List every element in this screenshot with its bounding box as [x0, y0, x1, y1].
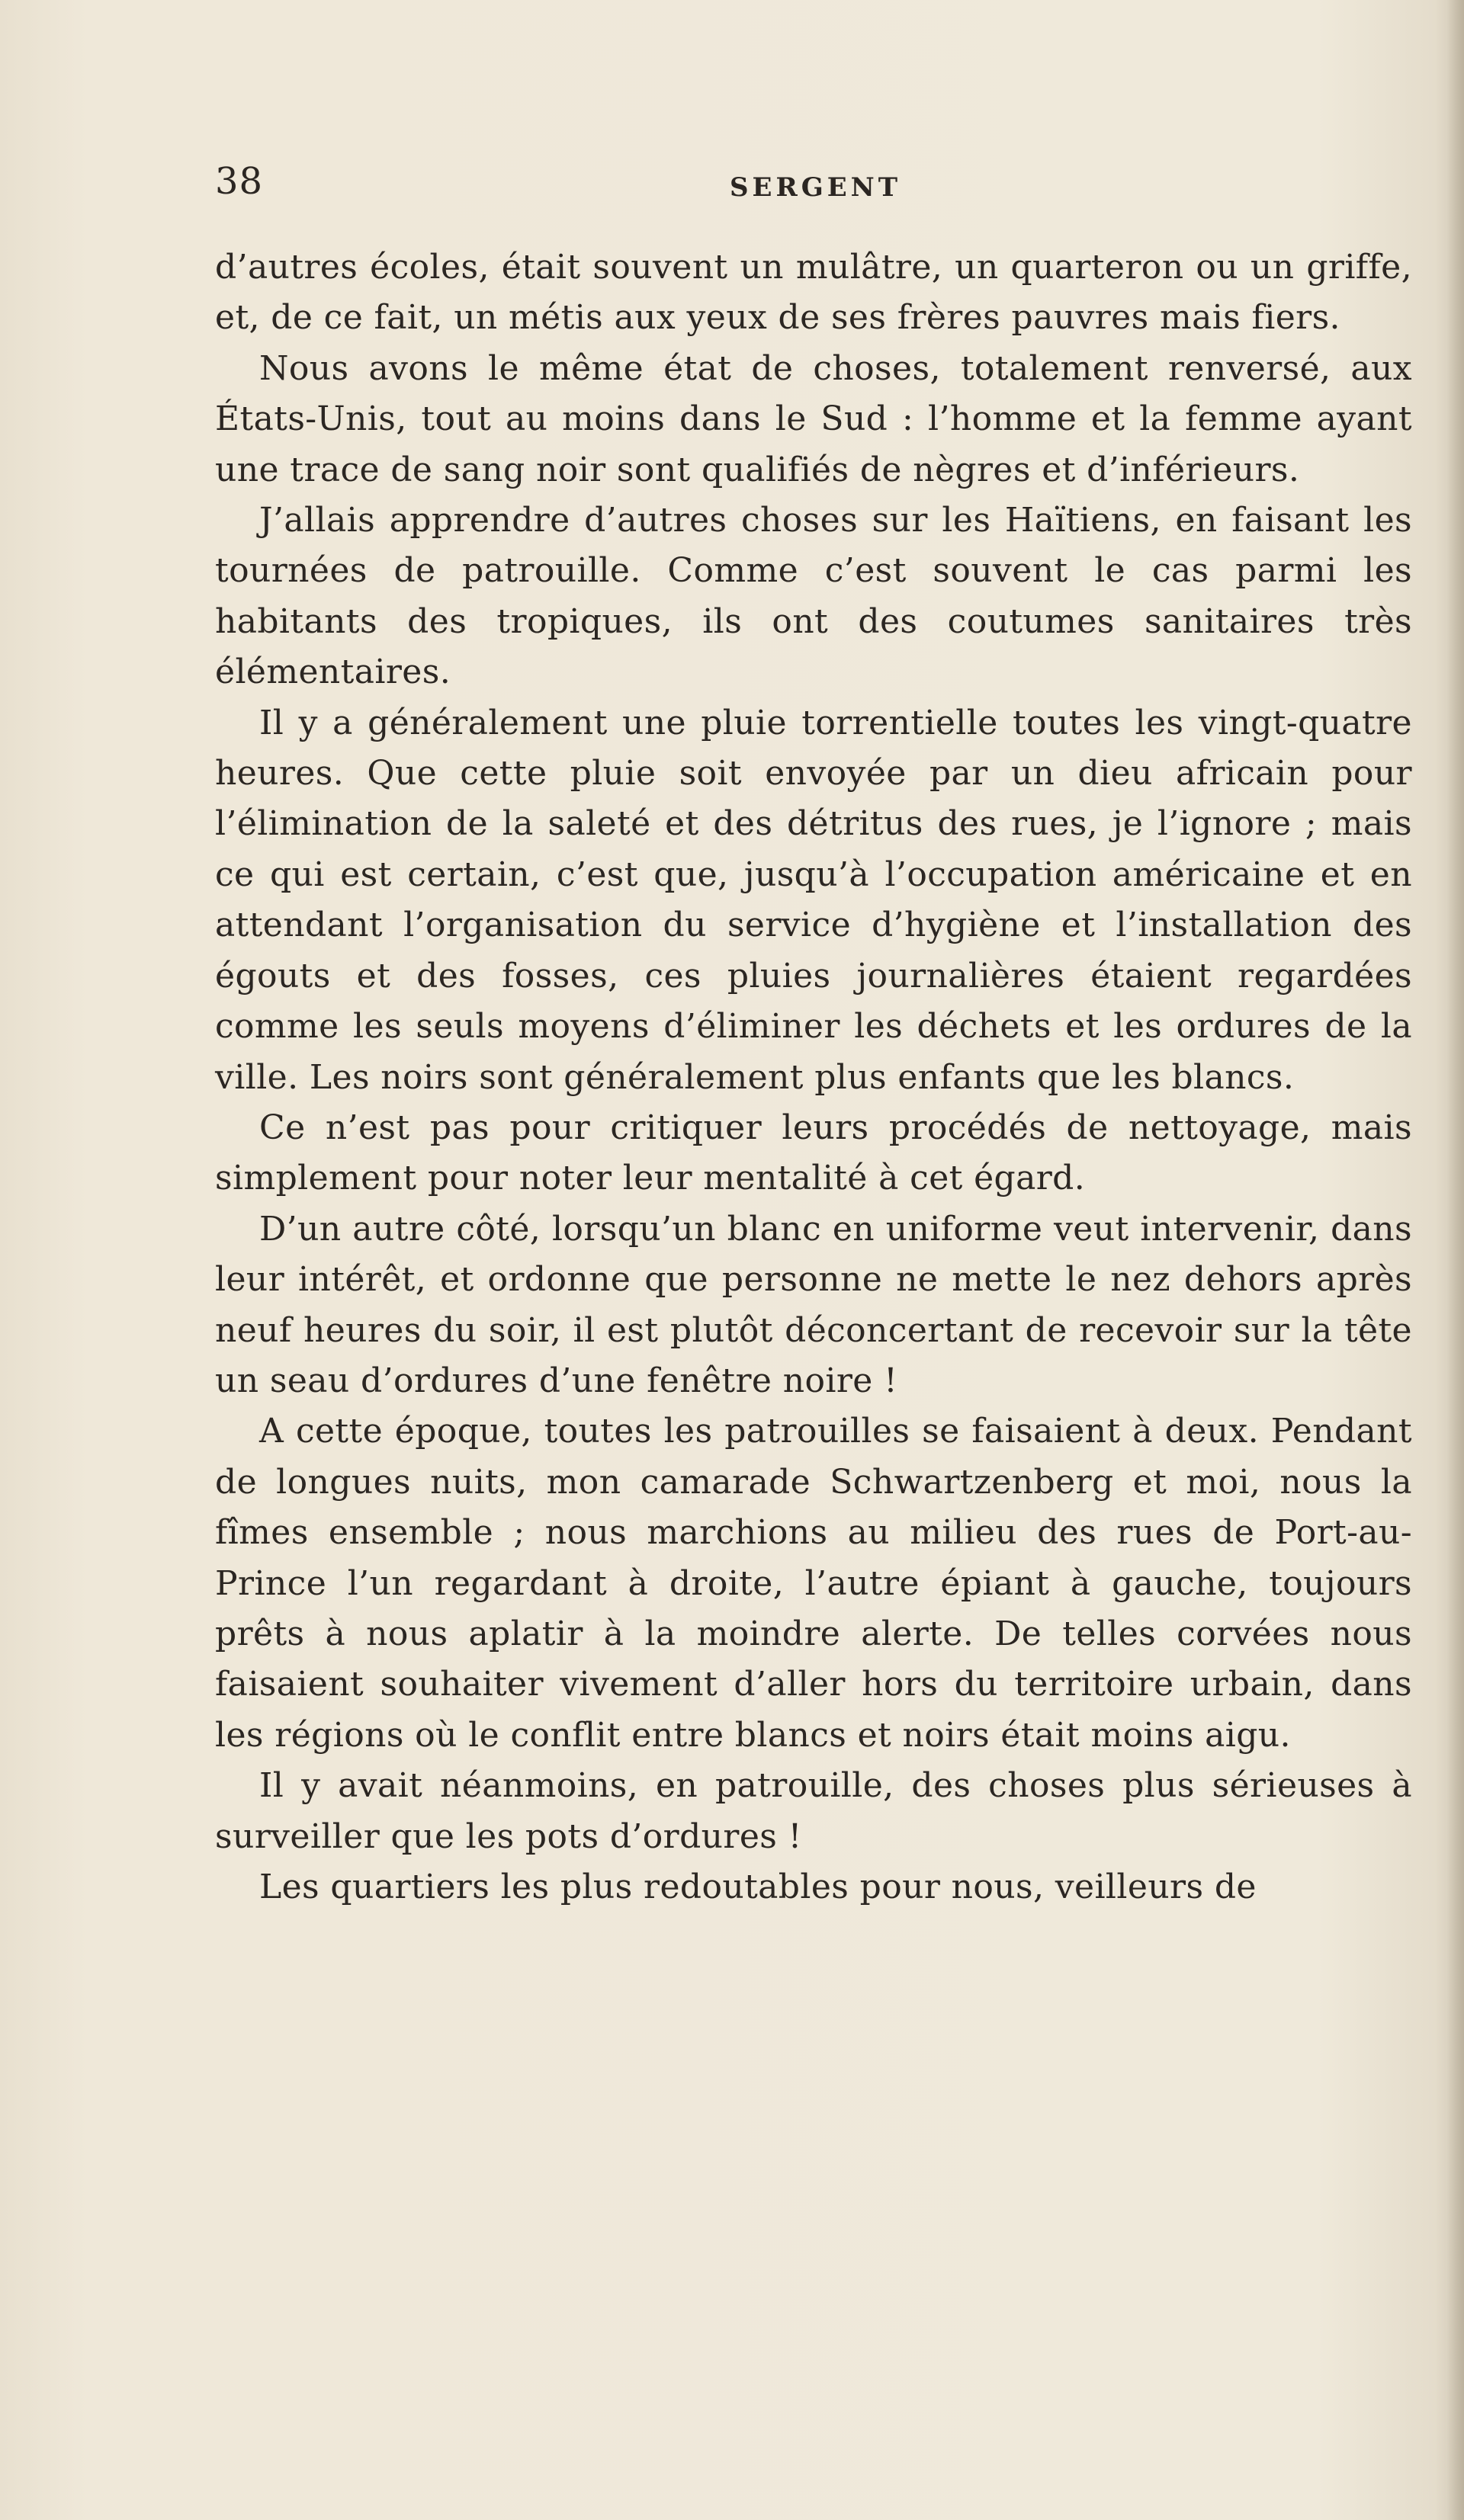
paragraph-7: A cette époque, toutes les patrouilles se faisaient à deux. Pendant de longues nuits, mon camarade Schwartzenberg et moi, nous la fîmes ensemble ; nous marchions au milieu des rues de Port-au-Prince l’un regardant à droite, l’autre épiant à gauche, toujours prêts à nous aplatir à la moindre alerte. De telles corvées nous faisaient souhaiter vivement d’aller hors du territoire urbain, dans les régions où le conflit entre blancs et noirs était moins aigu. — [215, 1412, 1412, 1755]
page-header — [215, 159, 1412, 212]
running-head: SERGENT — [730, 172, 902, 203]
paragraph-1: d’autres écoles, était souvent un mulâtre, un quarteron ou un griffe, et, de ce fait, un métis aux yeux de ses frères pauvres mais fiers. — [215, 248, 1412, 338]
page-number: 38 — [215, 160, 264, 203]
page-edge-shadow — [1447, 0, 1464, 2520]
paragraph-4: Il y a généralement une pluie torrentielle toutes les vingt-quatre heures. Que cette pluie soit envoyée par un dieu africain pour l’élimination de la saleté et des détritus des rues, je l’ignore ; mais ce qui est certain, c’est que, jusqu’à l’occupation américaine et en attendant l’organisation du service d’hygiène et l’installation des égouts et des fosses, ces pluies journalières étaient regardées comme les seuls moyens d’éliminer les déchets et les ordures de la ville. Les noirs sont généralement plus enfants que les blancs. — [215, 703, 1412, 1097]
paragraph-3: J’allais apprendre d’autres choses sur les Haïtiens, en faisant les tournées de patrouille. Comme c’est souvent le cas parmi les habitants des tropiques, ils ont des coutumes sanitaires très élémentaires. — [215, 501, 1412, 692]
paragraph-6: D’un autre côté, lorsqu’un blanc en uniforme veut intervenir, dans leur intérêt, et ordonne que personne ne mette le nez dehors après neuf heures du soir, il est plutôt déconcertant de recevoir sur la tête un seau d’ordures d’une fenêtre noire ! — [215, 1209, 1412, 1400]
paragraph-5: Ce n’est pas pour critiquer leurs procédés de nettoyage, mais simplement pour noter leur mentalité à cet égard. — [215, 1108, 1412, 1198]
paragraph-9: Les quartiers les plus redoutables pour nous, veilleurs de — [259, 1868, 1257, 1906]
body-text — [215, 242, 1412, 1912]
paragraph-8: Il y avait néanmoins, en patrouille, des choses plus sérieuses à surveiller que les pots d’ordures ! — [215, 1766, 1412, 1856]
paragraph-2: Nous avons le même état de choses, totalement renversé, aux États-Unis, tout au moins dans le Sud : l’homme et la femme ayant une trace de sang noir sont qualifiés de nègres et d’inférieurs. — [215, 348, 1412, 489]
